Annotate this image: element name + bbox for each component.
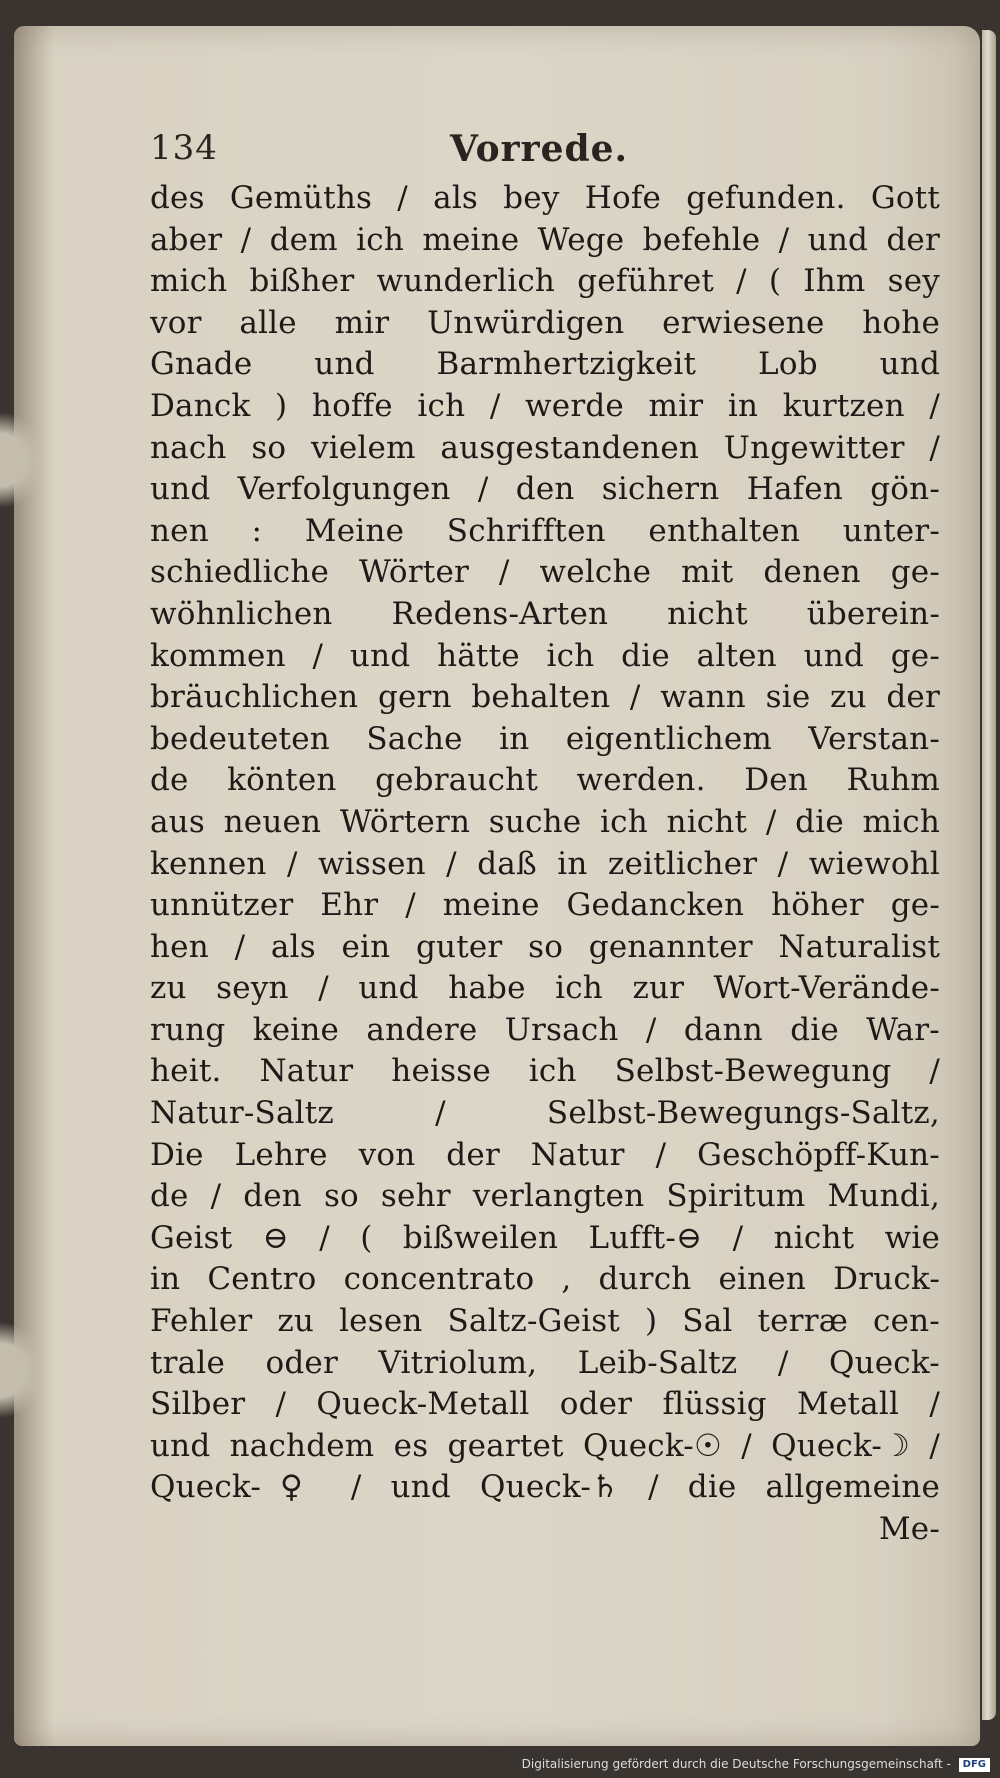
text-line: Silber / Queck-Metall oder flüssig Metall / [150, 1386, 940, 1423]
text-line: und nachdem es geartet Queck-☉ / Queck-☽ / [150, 1427, 940, 1464]
text-line: wöhnlichen Redens-Arten nicht überein- [150, 595, 940, 632]
page-header [150, 128, 940, 178]
text-line: unnützer Ehr / meine Gedancken höher ge- [150, 887, 940, 924]
text-line: Geist ⊖ / ( bißweilen Lufft-⊖ / nicht wie [150, 1219, 940, 1256]
text-line: Queck-♀ / und Queck-♄ / die allgemeine [150, 1469, 940, 1506]
dfg-logo: DFG [959, 1758, 990, 1772]
text-line: des Gemüths / als bey Hofe gefunden. Gott [150, 180, 940, 216]
running-head: Vorrede. [450, 128, 629, 170]
text-line: schiedliche Wörter / welche mit denen ge- [150, 554, 940, 591]
text-line: Danck ) hoffe ich / werde mir in kurtzen / [150, 387, 940, 424]
text-line: nen : Meine Schrifften enthalten unter- [150, 512, 940, 549]
text-line: trale oder Vitriolum, Leib-Saltz / Queck- [150, 1344, 940, 1381]
text-line: rung keine andere Ursach / dann die War- [150, 1011, 940, 1048]
text-line: Natur-Saltz / Selbst-Bewegungs-Saltz, [150, 1095, 940, 1132]
page-edge [982, 30, 996, 1720]
footer-credit: Digitalisierung gefördert durch die Deutsche Forschungsgemeinschaft - [521, 1757, 951, 1771]
text-line: kennen / wissen / daß in zeitlicher / wiewohl [150, 845, 940, 882]
text-line: Die Lehre von der Natur / Geschöpff-Kun- [150, 1136, 940, 1173]
text-line: aber / dem ich meine Wege befehle / und der [150, 221, 940, 258]
page-number: 134 [150, 128, 218, 168]
text-line: vor alle mir Unwürdigen erwiesene hohe [150, 304, 940, 341]
text-line: Fehler zu lesen Saltz-Geist ) Sal terræ cen- [150, 1303, 940, 1340]
body-text [150, 178, 940, 1551]
text-line: bräuchlichen gern behalten / wann sie zu der [150, 679, 940, 716]
text-line: aus neuen Wörtern suche ich nicht / die mich [150, 803, 940, 840]
text-line: Me- [878, 1511, 940, 1547]
text-line: de könten gebraucht werden. Den Ruhm [150, 762, 940, 799]
text-line: in Centro concentrato , durch einen Druck- [150, 1261, 940, 1298]
text-line: Gnade und Barmhertzigkeit Lob und [150, 346, 940, 383]
text-line: de / den so sehr verlangten Spiritum Mundi, [150, 1178, 940, 1215]
text-line: zu seyn / und habe ich zur Wort-Verände- [150, 970, 940, 1007]
text-line: mich bißher wunderlich geführet / ( Ihm sey [150, 263, 940, 300]
text-line: hen / als ein guter so genannter Naturalist [150, 928, 940, 965]
text-line: und Verfolgungen / den sichern Hafen gön- [150, 471, 940, 508]
text-line: nach so vielem ausgestandenen Ungewitter / [150, 429, 940, 466]
spine-shadow [14, 26, 54, 1746]
text-line: heit. Natur heisse ich Selbst-Bewegung / [150, 1053, 940, 1090]
text-line: bedeuteten Sache in eigentlichem Verstan- [150, 720, 940, 757]
digitization-footer [522, 1754, 990, 1774]
text-line: kommen / und hätte ich die alten und ge- [150, 637, 940, 674]
